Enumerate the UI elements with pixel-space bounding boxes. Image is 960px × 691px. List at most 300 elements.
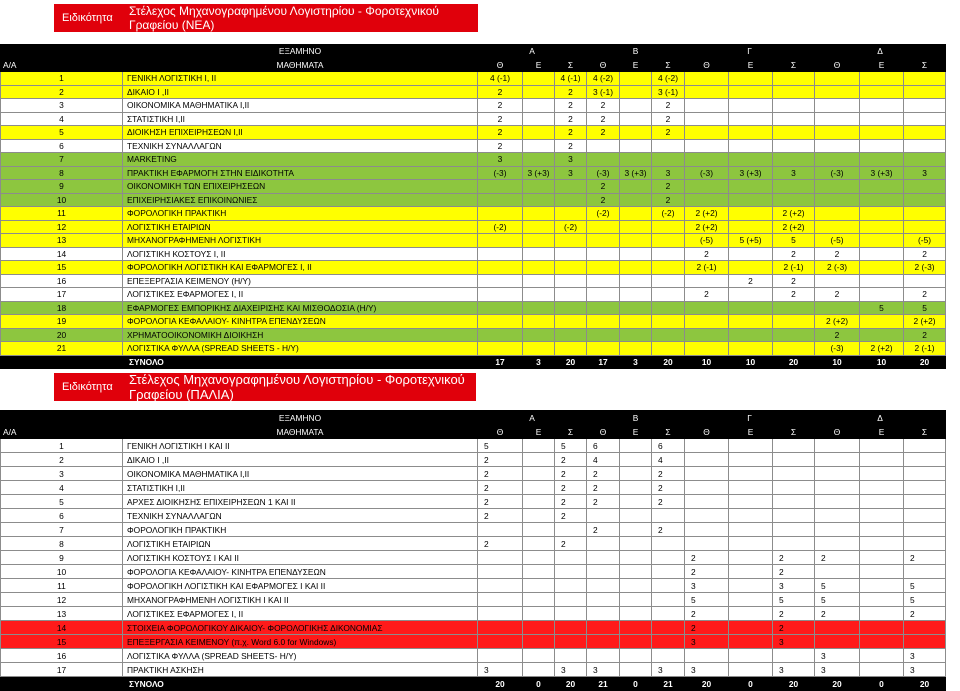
hours-cell bbox=[555, 315, 587, 329]
hours-cell: 2 bbox=[555, 139, 587, 153]
hours-cell bbox=[860, 220, 904, 234]
hours-cell bbox=[523, 234, 555, 248]
column-header: Σ bbox=[652, 58, 685, 72]
table-row bbox=[1, 315, 946, 329]
hours-cell: 3 bbox=[904, 649, 946, 663]
hours-cell: 3 bbox=[815, 649, 860, 663]
course-name: ΛΟΓΙΣΤΙΚΕΣ ΕΦΑΡΜΟΓΕΣ Ι, ΙΙ bbox=[123, 607, 478, 621]
hours-cell bbox=[620, 220, 652, 234]
hours-cell bbox=[685, 112, 729, 126]
row-number: 2 bbox=[1, 85, 123, 99]
hours-cell bbox=[815, 193, 860, 207]
hours-cell bbox=[652, 509, 685, 523]
hours-cell bbox=[685, 439, 729, 453]
row-number: 12 bbox=[1, 593, 123, 607]
hours-cell: 2 bbox=[652, 467, 685, 481]
hours-cell bbox=[904, 509, 946, 523]
hours-cell bbox=[685, 180, 729, 194]
row-number: 6 bbox=[1, 509, 123, 523]
course-name: ΣΤΑΤΙΣΤΙΚΗ Ι,ΙΙ bbox=[123, 481, 478, 495]
column-header: Σ bbox=[652, 425, 685, 439]
total-cell: 10 bbox=[860, 355, 904, 369]
curriculum-table-new bbox=[0, 44, 946, 369]
row-number: 4 bbox=[1, 481, 123, 495]
hours-cell bbox=[620, 274, 652, 288]
hours-cell bbox=[815, 126, 860, 140]
hours-cell: 5 bbox=[815, 579, 860, 593]
hours-cell bbox=[620, 234, 652, 248]
hours-cell bbox=[904, 220, 946, 234]
hours-cell: 6 bbox=[587, 439, 620, 453]
hours-cell: 3 (+3) bbox=[729, 166, 773, 180]
hours-cell bbox=[652, 234, 685, 248]
hours-cell bbox=[685, 649, 729, 663]
hours-cell bbox=[652, 139, 685, 153]
hours-cell bbox=[729, 180, 773, 194]
hours-cell bbox=[904, 467, 946, 481]
hours-cell bbox=[729, 509, 773, 523]
column-header: Θ bbox=[685, 425, 729, 439]
course-name: ΜΗΧΑΝΟΓΡΑΦΗΜΕΝΗ ΛΟΓΙΣΤΙΚΗ Ι ΚΑΙ ΙΙ bbox=[123, 593, 478, 607]
hours-cell: 2 bbox=[904, 328, 946, 342]
hours-cell bbox=[860, 467, 904, 481]
hours-cell bbox=[904, 537, 946, 551]
hours-cell bbox=[523, 509, 555, 523]
hours-cell bbox=[860, 234, 904, 248]
hours-cell bbox=[815, 453, 860, 467]
specialty-title: Στέλεχος Μηχανογραφημένου Λογιστηρίου - Φοροτεχνικού Γραφείου (ΠΑΛΙΑ) bbox=[121, 373, 476, 401]
row-number: 5 bbox=[1, 126, 123, 140]
table-row bbox=[1, 180, 946, 194]
hours-cell: 2 bbox=[652, 112, 685, 126]
hours-cell: 3 bbox=[815, 663, 860, 677]
hours-cell bbox=[523, 481, 555, 495]
hours-cell bbox=[860, 139, 904, 153]
hours-cell bbox=[815, 509, 860, 523]
hours-cell bbox=[860, 481, 904, 495]
hours-cell: 4 bbox=[652, 453, 685, 467]
hours-cell bbox=[620, 193, 652, 207]
hours-cell bbox=[815, 153, 860, 167]
row-number: 14 bbox=[1, 247, 123, 261]
total-cell: 20 bbox=[685, 677, 729, 691]
hours-cell bbox=[523, 663, 555, 677]
column-header: Ε bbox=[620, 425, 652, 439]
hours-cell bbox=[685, 139, 729, 153]
hours-cell bbox=[815, 635, 860, 649]
course-name: ΦΟΡΟΛΟΓΙΑ ΚΕΦΑΛΑΙΟΥ- ΚΙΝΗΤΡΑ ΕΠΕΝΔΥΣΕΩΝ bbox=[123, 565, 478, 579]
hours-cell: 5 bbox=[904, 593, 946, 607]
hours-cell bbox=[523, 537, 555, 551]
hours-cell bbox=[860, 551, 904, 565]
hours-cell bbox=[904, 85, 946, 99]
total-cell: 20 bbox=[773, 677, 815, 691]
course-name: ΔΙΚΑΙΟ Ι ,ΙΙ bbox=[123, 85, 478, 99]
hours-cell: 2 bbox=[587, 481, 620, 495]
row-number: 17 bbox=[1, 288, 123, 302]
hours-cell: 5 bbox=[773, 234, 815, 248]
column-header: Θ bbox=[685, 58, 729, 72]
table-row bbox=[1, 72, 946, 86]
hours-cell bbox=[478, 301, 523, 315]
hours-cell bbox=[587, 607, 620, 621]
row-number: 16 bbox=[1, 649, 123, 663]
hours-cell: 2 bbox=[685, 565, 729, 579]
course-name: ΣΤΑΤΙΣΤΙΚΗ Ι,ΙΙ bbox=[123, 112, 478, 126]
hours-cell bbox=[860, 72, 904, 86]
hours-cell bbox=[587, 274, 620, 288]
total-cell: 0 bbox=[729, 677, 773, 691]
total-cell: 3 bbox=[620, 355, 652, 369]
hours-cell bbox=[685, 342, 729, 356]
total-cell: 20 bbox=[815, 677, 860, 691]
hours-cell: 2 bbox=[652, 99, 685, 113]
hours-cell bbox=[729, 537, 773, 551]
hours-cell: 3 bbox=[478, 663, 523, 677]
table-row bbox=[1, 453, 946, 467]
hours-cell bbox=[685, 85, 729, 99]
table-row bbox=[1, 607, 946, 621]
hours-cell bbox=[523, 274, 555, 288]
table-row bbox=[1, 579, 946, 593]
hours-cell bbox=[620, 139, 652, 153]
table-row bbox=[1, 126, 946, 140]
total-cell: 10 bbox=[729, 355, 773, 369]
hours-cell bbox=[729, 99, 773, 113]
column-header: Ε bbox=[523, 58, 555, 72]
hours-cell bbox=[523, 112, 555, 126]
hours-cell: 2 bbox=[555, 126, 587, 140]
hours-cell bbox=[904, 453, 946, 467]
hours-cell bbox=[523, 328, 555, 342]
hours-cell bbox=[652, 551, 685, 565]
column-header: Θ bbox=[587, 58, 620, 72]
table-row bbox=[1, 247, 946, 261]
hours-cell bbox=[478, 565, 523, 579]
hours-cell bbox=[773, 301, 815, 315]
hours-cell: 2 bbox=[729, 274, 773, 288]
total-cell: 21 bbox=[652, 677, 685, 691]
course-name: ΓΕΝΙΚΗ ΛΟΓΙΣΤΙΚΗ Ι, ΙΙ bbox=[123, 72, 478, 86]
hours-cell bbox=[729, 551, 773, 565]
table-row bbox=[1, 288, 946, 302]
column-header: Ε bbox=[620, 58, 652, 72]
hours-cell: 3 bbox=[773, 635, 815, 649]
hours-cell bbox=[652, 274, 685, 288]
course-name: MARKETING bbox=[123, 153, 478, 167]
table-row bbox=[1, 439, 946, 453]
hours-cell bbox=[860, 328, 904, 342]
column-header: ΜΑΘΗΜΑΤΑ bbox=[123, 58, 478, 72]
course-name: ΠΡΑΚΤΙΚΗ ΕΦΑΡΜΟΓΗ ΣΤΗΝ ΕΙΔΙΚΟΤΗΤΑ bbox=[123, 166, 478, 180]
hours-cell bbox=[587, 551, 620, 565]
hours-cell bbox=[860, 261, 904, 275]
total-cell: 0 bbox=[620, 677, 652, 691]
hours-cell: 5 bbox=[773, 593, 815, 607]
hours-cell bbox=[555, 649, 587, 663]
hours-cell bbox=[555, 193, 587, 207]
hours-cell bbox=[587, 301, 620, 315]
hours-cell bbox=[815, 523, 860, 537]
row-number: 18 bbox=[1, 301, 123, 315]
hours-cell: 3 (-1) bbox=[587, 85, 620, 99]
hours-cell bbox=[904, 126, 946, 140]
hours-cell bbox=[685, 126, 729, 140]
hours-cell: 3 bbox=[555, 663, 587, 677]
hours-cell bbox=[478, 607, 523, 621]
total-label: ΣΥΝΟΛΟ bbox=[123, 355, 478, 369]
column-header: Θ bbox=[815, 425, 860, 439]
row-number: 5 bbox=[1, 495, 123, 509]
row-number: 10 bbox=[1, 565, 123, 579]
hours-cell: 3 bbox=[587, 663, 620, 677]
hours-cell bbox=[523, 453, 555, 467]
hours-cell bbox=[729, 467, 773, 481]
hours-cell bbox=[652, 607, 685, 621]
hours-cell bbox=[815, 274, 860, 288]
hours-cell: (-3) bbox=[815, 166, 860, 180]
hours-cell: 2 bbox=[478, 537, 523, 551]
row-number: 11 bbox=[1, 207, 123, 221]
hours-cell bbox=[773, 112, 815, 126]
hours-cell: 2 bbox=[773, 288, 815, 302]
hours-cell: 2 bbox=[773, 551, 815, 565]
course-name: ΣΤΟΙΧΕΙΑ ΦΟΡΟΛΟΓΙΚΟΥ ΔΙΚΑΙΟΥ- ΦΟΡΟΛΟΓΙΚΗΣ ΔΙΚΟΝΟΜΙΑΣ bbox=[123, 621, 478, 635]
table-row bbox=[1, 481, 946, 495]
semester-group-header: Δ bbox=[815, 45, 946, 59]
hours-cell: 2 bbox=[815, 328, 860, 342]
total-cell: 10 bbox=[815, 355, 860, 369]
hours-cell: 2 bbox=[773, 247, 815, 261]
hours-cell bbox=[555, 342, 587, 356]
total-cell: 10 bbox=[685, 355, 729, 369]
hours-cell: 2 bbox=[555, 509, 587, 523]
semester-label: ΕΞΑΜΗΝΟ bbox=[123, 411, 478, 425]
hours-cell bbox=[523, 139, 555, 153]
table-row bbox=[1, 495, 946, 509]
table-row bbox=[1, 85, 946, 99]
row-number: 7 bbox=[1, 523, 123, 537]
course-name: ΓΕΝΙΚΗ ΛΟΓΙΣΤΙΚΗ Ι ΚΑΙ ΙΙ bbox=[123, 439, 478, 453]
hours-cell bbox=[620, 663, 652, 677]
hours-cell: 2 bbox=[555, 537, 587, 551]
hours-cell bbox=[523, 635, 555, 649]
row-number: 15 bbox=[1, 261, 123, 275]
table-row bbox=[1, 593, 946, 607]
column-header: Σ bbox=[904, 425, 946, 439]
course-name: ΤΕΧΝΙΚΗ ΣΥΝΑΛΛΑΓΩΝ bbox=[123, 139, 478, 153]
row-number: 1 bbox=[1, 72, 123, 86]
semester-group-header: Δ bbox=[815, 411, 946, 425]
column-header: Ε bbox=[860, 58, 904, 72]
hours-cell bbox=[555, 247, 587, 261]
column-header: Ε bbox=[729, 425, 773, 439]
hours-cell bbox=[815, 301, 860, 315]
hours-cell bbox=[523, 207, 555, 221]
hours-cell bbox=[652, 593, 685, 607]
hours-cell: 2 (+2) bbox=[904, 315, 946, 329]
hours-cell bbox=[478, 247, 523, 261]
hours-cell bbox=[620, 301, 652, 315]
hours-cell: 2 bbox=[478, 139, 523, 153]
hours-cell bbox=[685, 495, 729, 509]
column-header: Σ bbox=[773, 425, 815, 439]
row-number: 8 bbox=[1, 537, 123, 551]
total-cell bbox=[1, 355, 123, 369]
row-number: 6 bbox=[1, 139, 123, 153]
hours-cell bbox=[478, 315, 523, 329]
hours-cell: 2 bbox=[815, 607, 860, 621]
hours-cell bbox=[729, 85, 773, 99]
hours-cell bbox=[652, 635, 685, 649]
hours-cell: 2 bbox=[652, 193, 685, 207]
hours-cell bbox=[729, 220, 773, 234]
row-number: 4 bbox=[1, 112, 123, 126]
course-name: ΟΙΚΟΝΟΜΙΚΑ ΜΑΘΗΜΑΤΙΚΑ Ι,ΙΙ bbox=[123, 467, 478, 481]
hours-cell bbox=[652, 247, 685, 261]
hours-cell bbox=[523, 99, 555, 113]
hours-cell bbox=[773, 495, 815, 509]
hours-cell bbox=[860, 523, 904, 537]
column-header: Α/Α bbox=[1, 58, 123, 72]
column-header-row bbox=[1, 58, 946, 72]
hours-cell bbox=[773, 126, 815, 140]
curriculum-table-old bbox=[0, 410, 946, 691]
hours-cell: 3 (+3) bbox=[860, 166, 904, 180]
hours-cell bbox=[523, 523, 555, 537]
hours-cell bbox=[729, 439, 773, 453]
table-row bbox=[1, 112, 946, 126]
hours-cell: 2 bbox=[478, 453, 523, 467]
hours-cell bbox=[555, 635, 587, 649]
hours-cell: 4 bbox=[587, 453, 620, 467]
course-name: ΕΠΙΧΕΙΡΗΣΙΑΚΕΣ ΕΠΙΚΟΙΝΩΝΙΕΣ bbox=[123, 193, 478, 207]
hours-cell bbox=[773, 453, 815, 467]
table-row bbox=[1, 663, 946, 677]
hours-cell bbox=[620, 453, 652, 467]
hours-cell bbox=[860, 180, 904, 194]
hours-cell: 2 bbox=[685, 607, 729, 621]
hours-cell bbox=[860, 153, 904, 167]
hours-cell bbox=[523, 288, 555, 302]
hours-cell: (-5) bbox=[904, 234, 946, 248]
column-header: Σ bbox=[904, 58, 946, 72]
hours-cell bbox=[773, 342, 815, 356]
hours-cell: 2 bbox=[587, 467, 620, 481]
hours-cell: 3 bbox=[773, 579, 815, 593]
hours-cell bbox=[685, 99, 729, 113]
hours-cell bbox=[860, 247, 904, 261]
table-row bbox=[1, 565, 946, 579]
hours-cell bbox=[729, 288, 773, 302]
course-name: ΟΙΚΟΝΟΜΙΚΑ ΜΑΘΗΜΑΤΙΚΑ Ι,ΙΙ bbox=[123, 99, 478, 113]
hours-cell: 3 bbox=[904, 663, 946, 677]
hours-cell bbox=[620, 509, 652, 523]
hours-cell: 2 bbox=[587, 99, 620, 113]
specialty-title: Στέλεχος Μηχανογραφημένου Λογιστηρίου - Φοροτεχνικού Γραφείου (ΝΕΑ) bbox=[121, 4, 478, 32]
hours-cell bbox=[815, 481, 860, 495]
total-label: ΣΥΝΟΛΟ bbox=[123, 677, 478, 691]
hours-cell bbox=[555, 288, 587, 302]
hours-cell bbox=[773, 328, 815, 342]
hours-cell bbox=[620, 288, 652, 302]
hours-cell bbox=[815, 495, 860, 509]
table-row bbox=[1, 621, 946, 635]
hours-cell bbox=[620, 439, 652, 453]
hours-cell: 2 bbox=[555, 85, 587, 99]
hours-cell bbox=[620, 72, 652, 86]
semester-group-header: Γ bbox=[685, 45, 815, 59]
hours-cell bbox=[555, 207, 587, 221]
hours-cell: (-3) bbox=[685, 166, 729, 180]
hours-cell bbox=[860, 112, 904, 126]
hours-cell bbox=[773, 99, 815, 113]
hours-cell bbox=[860, 649, 904, 663]
hours-cell: 5 bbox=[555, 439, 587, 453]
hours-cell bbox=[478, 523, 523, 537]
hours-cell bbox=[815, 99, 860, 113]
course-name: ΛΟΓΙΣΤΙΚΗ ΕΤΑΙΡΙΩΝ bbox=[123, 220, 478, 234]
semester-group-header: Β bbox=[587, 411, 685, 425]
hours-cell bbox=[555, 593, 587, 607]
column-header: Σ bbox=[555, 425, 587, 439]
hours-cell bbox=[860, 593, 904, 607]
course-name: ΦΟΡΟΛΟΓΙΑ ΚΕΦΑΛΑΙΟΥ- ΚΙΝΗΤΡΑ ΕΠΕΝΔΥΣΕΩΝ bbox=[123, 315, 478, 329]
hours-cell bbox=[620, 112, 652, 126]
hours-cell: (-3) bbox=[478, 166, 523, 180]
hours-cell bbox=[685, 274, 729, 288]
hours-cell bbox=[729, 621, 773, 635]
total-cell: 3 bbox=[523, 355, 555, 369]
hours-cell bbox=[773, 509, 815, 523]
hours-cell bbox=[587, 649, 620, 663]
hours-cell bbox=[523, 342, 555, 356]
hours-cell bbox=[523, 315, 555, 329]
hours-cell bbox=[652, 261, 685, 275]
hours-cell: 2 (-3) bbox=[815, 261, 860, 275]
hours-cell bbox=[773, 153, 815, 167]
hours-cell bbox=[652, 579, 685, 593]
hours-cell bbox=[652, 649, 685, 663]
hours-cell bbox=[652, 315, 685, 329]
column-header: ΜΑΘΗΜΑΤΑ bbox=[123, 425, 478, 439]
hours-cell bbox=[523, 607, 555, 621]
hours-cell bbox=[773, 439, 815, 453]
hours-cell: (-2) bbox=[587, 207, 620, 221]
hours-cell bbox=[815, 180, 860, 194]
hours-cell: 3 bbox=[773, 663, 815, 677]
hours-cell: 5 bbox=[904, 301, 946, 315]
row-number: 13 bbox=[1, 607, 123, 621]
hours-cell bbox=[620, 261, 652, 275]
row-number: 19 bbox=[1, 315, 123, 329]
hours-cell bbox=[620, 315, 652, 329]
hours-cell bbox=[587, 288, 620, 302]
course-name: ΑΡΧΕΣ ΔΙΟΙΚΗΣΗΣ ΕΠΙΧΕΙΡΗΣΕΩΝ 1 ΚΑΙ ΙΙ bbox=[123, 495, 478, 509]
hours-cell bbox=[773, 139, 815, 153]
hours-cell bbox=[478, 621, 523, 635]
hours-cell bbox=[587, 315, 620, 329]
title-banner-new bbox=[54, 4, 478, 32]
hours-cell bbox=[904, 207, 946, 221]
hours-cell bbox=[587, 509, 620, 523]
hours-cell bbox=[904, 621, 946, 635]
hours-cell: 3 bbox=[478, 153, 523, 167]
hours-cell bbox=[555, 565, 587, 579]
table-row bbox=[1, 635, 946, 649]
hours-cell bbox=[555, 579, 587, 593]
hours-cell bbox=[904, 495, 946, 509]
